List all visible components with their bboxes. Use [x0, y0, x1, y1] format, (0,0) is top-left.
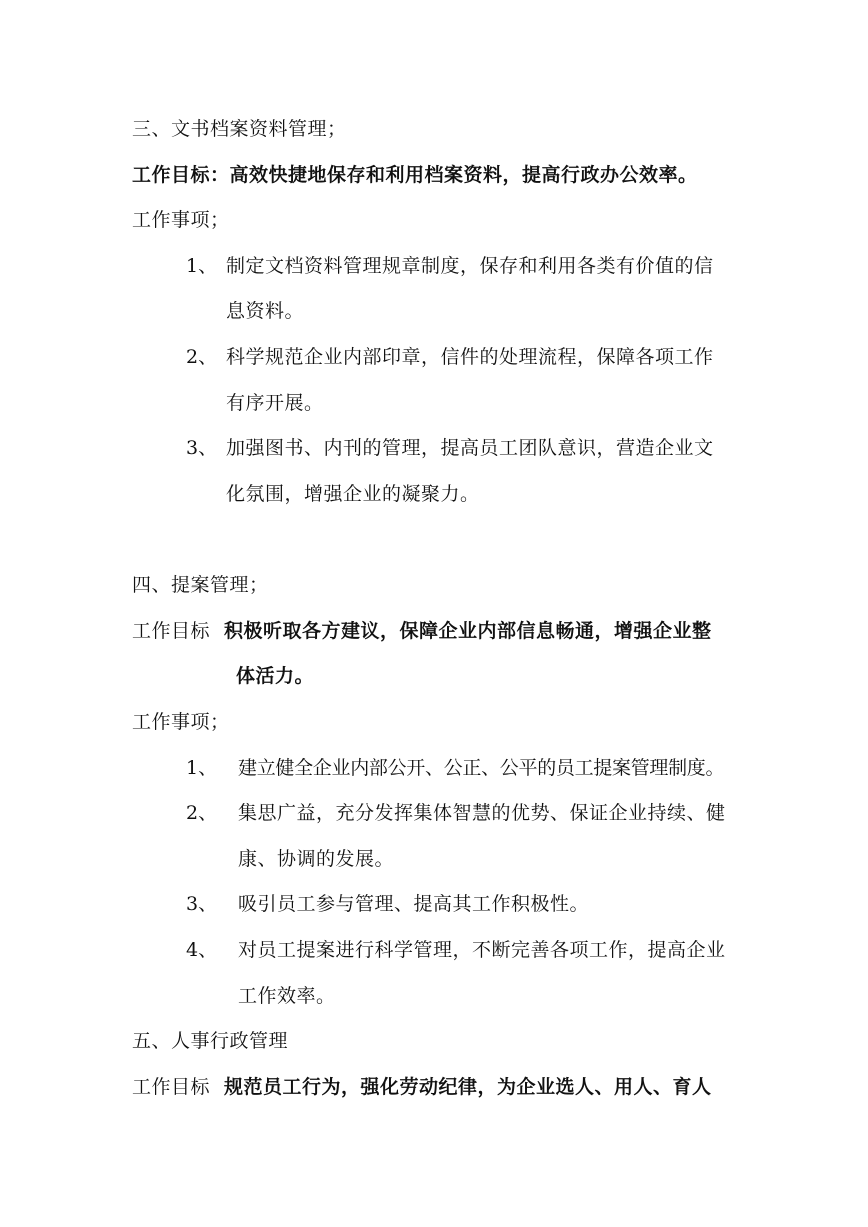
section-4-items-label: 工作事项； [132, 711, 230, 733]
section-4-item-4-text: 对员工提案进行科学管理，不断完善各项工作，提高企业 [238, 939, 726, 961]
section-4-goal-label: 工作目标 [132, 620, 211, 642]
section-4-item-4-text-cont: 工作效率。 [238, 985, 336, 1007]
section-3-item-3-number: 3、 [186, 437, 218, 459]
section-3-item-2-text: 科学规范企业内部印章，信件的处理流程，保障各项工作 [226, 346, 714, 368]
section-3-item-3-text: 加强图书、内刊的管理，提高员工团队意识，营造企业文 [226, 437, 714, 459]
section-3-heading: 三、文书档案资料管理； [132, 118, 347, 140]
section-5-goal-label: 工作目标 [132, 1076, 211, 1098]
section-4-item-1-text: 建立健全企业内部公开、公正、公平的员工提案管理制度。 [238, 757, 725, 779]
section-4-item-2-number: 2、 [186, 802, 218, 824]
section-5-goal-text: 规范员工行为，强化劳动纪律，为企业选人、用人、育人 [224, 1076, 712, 1098]
section-5-heading: 五、人事行政管理 [132, 1030, 289, 1052]
section-4-goal-text-cont: 体活力。 [236, 665, 315, 687]
section-3-items-label: 工作事项； [132, 209, 230, 231]
section-3-item-2-number: 2、 [186, 346, 218, 368]
section-3-item-3-text-cont: 化氛围，增强企业的凝聚力。 [226, 483, 480, 505]
section-3-item-1-text-cont: 息资料。 [226, 300, 305, 322]
section-3-item-2-text-cont: 有序开展。 [226, 392, 324, 414]
section-4-item-2-text: 集思广益，充分发挥集体智慧的优势、保证企业持续、健 [238, 802, 726, 824]
section-3-goal: 工作目标：高效快捷地保存和利用档案资料，提高行政办公效率。 [132, 164, 698, 186]
section-4-item-3-number: 3、 [186, 893, 218, 915]
section-4-item-4-number: 4、 [186, 939, 218, 961]
section-4-item-3-text: 吸引员工参与管理、提高其工作积极性。 [238, 893, 590, 915]
section-3-item-1-number: 1、 [186, 255, 218, 277]
section-3-item-1-text: 制定文档资料管理规章制度，保存和利用各类有价值的信 [226, 255, 714, 277]
section-4-goal-text: 积极听取各方建议，保障企业内部信息畅通，增强企业整 [224, 620, 712, 642]
section-4-item-2-text-cont: 康、协调的发展。 [238, 848, 395, 870]
section-4-item-1-number: 1、 [186, 757, 218, 779]
section-4-heading: 四、提案管理； [132, 574, 269, 596]
